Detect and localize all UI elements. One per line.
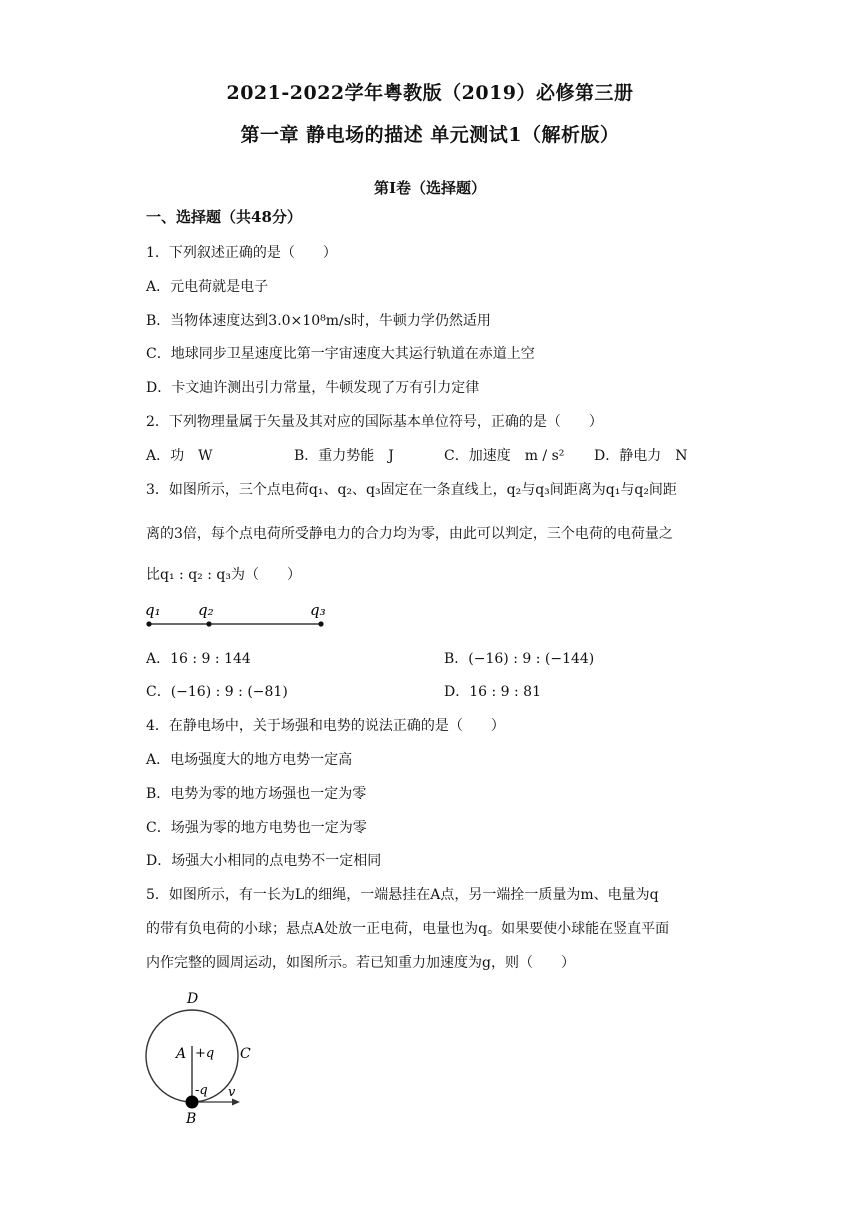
q3-option-a: A．16 : 9 : 144 xyxy=(146,651,251,667)
q4-option-b: B．电势为零的地方场强也一定为零 xyxy=(146,786,367,802)
q5-circle-motion-figure xyxy=(140,988,280,1128)
q3-label-q2: q₂ xyxy=(198,601,214,619)
q3-stem-line1: 3．如图所示，三个点电荷q₁、q₂、q₃固定在一条直线上，q₂与q₃间距离为q₁与q₂间距 xyxy=(146,482,677,498)
document-title-line2: 第一章 静电场的描述 单元测试1（解析版） xyxy=(240,124,620,146)
q5-label-a: A xyxy=(176,1046,187,1062)
q2-option-c: C．加速度 m / s² xyxy=(444,448,565,464)
q2-option-b: B．重力势能 J xyxy=(294,448,394,464)
q1-stem: 1．下列叙述正确的是（ ） xyxy=(146,245,337,261)
q3-charge-dot-1 xyxy=(146,621,151,626)
q5-label-b: B xyxy=(186,1111,197,1127)
q3-option-d: D．16 : 9 : 81 xyxy=(444,684,541,700)
section-heading: 一、选择题（共48分） xyxy=(146,208,302,226)
q2-stem: 2．下列物理量属于矢量及其对应的国际基本单位符号，正确的是（ ） xyxy=(146,414,603,430)
q2-option-a: A．功 W xyxy=(146,448,213,464)
q4-stem: 4．在静电场中，关于场强和电势的说法正确的是（ ） xyxy=(146,718,505,734)
q3-stem-line3: 比q₁ : q₂ : q₃为（ ） xyxy=(146,567,301,583)
q2-option-d: D．静电力 N xyxy=(594,448,688,464)
q4-option-c: C．场强为零的地方电势也一定为零 xyxy=(146,820,367,836)
q5-label-v: v xyxy=(228,1085,236,1100)
document-title-line1: 2021-2022学年粤教版（2019）必修第三册 xyxy=(226,82,634,104)
q3-label-q1: q₁ xyxy=(145,601,161,619)
q3-charge-line-figure xyxy=(140,600,340,632)
q1-option-b: B．当物体速度达到3.0×10⁸m/s时，牛顿力学仍然适用 xyxy=(146,313,491,329)
q3-charge-dot-2 xyxy=(206,621,211,626)
q5-stem-line2: 的带有负电荷的小球；悬点A处放一正电荷，电量也为q。如果要使小球能在竖直平面 xyxy=(146,921,670,937)
q3-stem-line2: 离的3倍，每个点电荷所受静电力的合力均为零，由此可以判定，三个电荷的电荷量之 xyxy=(146,526,673,542)
q3-option-b: B．(−16) : 9 : (−144) xyxy=(444,651,595,667)
q4-option-d: D．场强大小相同的点电势不一定相同 xyxy=(146,853,382,869)
q5-stem-line3: 内作完整的圆周运动，如图所示。若已知重力加速度为g，则（ ） xyxy=(146,955,575,971)
volume-heading: 第Ⅰ卷（选择题） xyxy=(373,179,487,197)
q5-label-c: C xyxy=(240,1046,251,1062)
q4-option-a: A．电场强度大的地方电势一定高 xyxy=(146,752,353,768)
q1-option-a: A．元电荷就是电子 xyxy=(146,279,269,295)
q1-option-c: C．地球同步卫星速度比第一宇宙速度大其运行轨道在赤道上空 xyxy=(146,346,535,362)
q1-option-d: D．卡文迪许测出引力常量，牛顿发现了万有引力定律 xyxy=(146,380,480,396)
q5-label-d: D xyxy=(187,991,199,1007)
q3-charge-dot-3 xyxy=(318,621,323,626)
q3-label-q3: q₃ xyxy=(310,601,326,619)
q3-option-c: C．(−16) : 9 : (−81) xyxy=(146,684,288,700)
q5-label-minus-q: -q xyxy=(195,1083,208,1098)
q5-stem-line1: 5．如图所示，有一长为L的细绳，一端悬挂在A点，另一端拴一质量为m、电量为q xyxy=(146,887,659,903)
q5-label-plus-q: +q xyxy=(195,1046,215,1061)
